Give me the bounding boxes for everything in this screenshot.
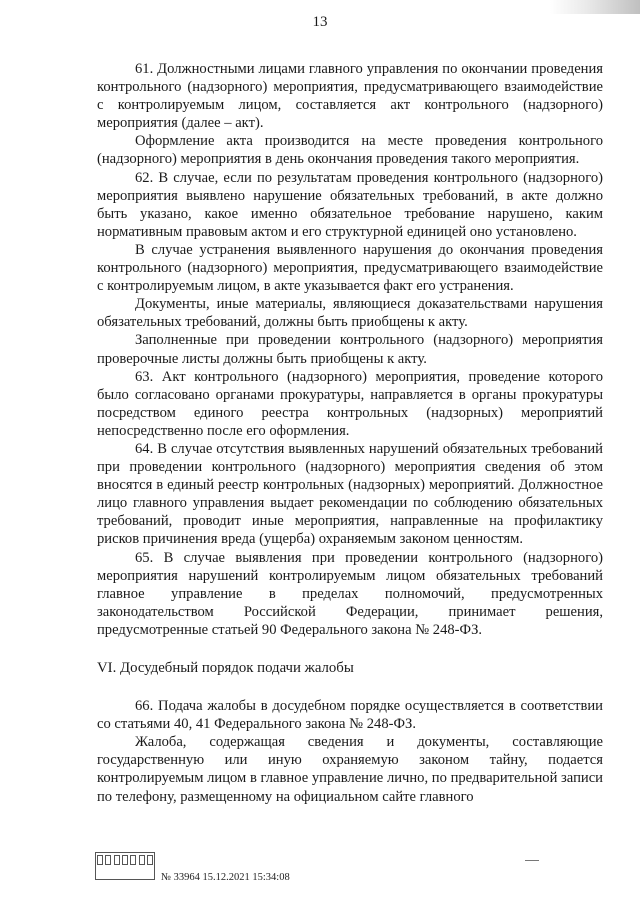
paragraph-63: 63. Акт контрольного (надзорного) мероприятия, проведение которого было согласовано органами прокуратуры, направляется в органы прокуратуры посредством единого реестра контрольных (надзорных) мероприятий непосредственно после его оформления. — [97, 368, 603, 439]
page-footer — [95, 850, 515, 890]
registry-stamp-icon — [95, 852, 155, 880]
scan-edge-artifact — [550, 0, 640, 14]
paragraph-62: 62. В случае, если по результатам проведения контрольного (надзорного) мероприятия выявлено нарушение обязательных требований, в акте должно быть указано, какое именно обязательное требование нарушено, каким нормативным правовым актом и его структурной единицей оно установлено. — [97, 169, 603, 240]
section-heading: VI. Досудебный порядок подачи жалобы — [97, 660, 354, 676]
paragraph-62-elimination: В случае устранения выявленного нарушения до окончания проведения контрольного (надзорного) мероприятия, предусматривающего взаимодействие с контролируемым лицом, в акте указывается факт его устранения. — [97, 241, 603, 295]
scan-mark — [525, 860, 539, 861]
paragraph-64: 64. В случае отсутствия выявленных нарушений обязательных требований при проведении контрольного (надзорного) мероприятия сведения об этом вносятся в единый реестр контрольных (надзорных) мероприятий. Должностное лицо главного управления выдает рекомендации по соблюдению обязательных требований, проводит иные мероприятия, направленные на профилактику рисков причинения вреда (ущерба) охраняемым законом ценностям. — [97, 440, 603, 548]
paragraph-61-act-execution: Оформление акта производится на месте проведения контрольного (надзорного) мероприятия в день окончания проведения такого мероприятия. — [97, 133, 603, 168]
paragraph-62-documents: Документы, иные материалы, являющиеся доказательствами нарушения обязательных требований, должны быть приобщены к акту. — [97, 296, 603, 331]
paragraph-66-complaint: Жалоба, содержащая сведения и документы, составляющие государственную или иную охраняемую законом тайну, подается контролируемым лицом в главное управление лично, по предварительной записи по телефону, размещенному на официальном сайте главного — [97, 734, 603, 805]
document-registration-id: № 33964 15.12.2021 15:34:08 — [161, 872, 290, 883]
paragraph-62-checklists: Заполненные при проведении контрольного (надзорного) мероприятия проверочные листы должны быть приобщены к акту. — [97, 332, 603, 367]
paragraph-61: 61. Должностными лицами главного управления по окончании проведения контрольного (надзорного) мероприятия, предусматривающего взаимодействие с контролируемым лицом, составляется акт контрольного (надзорного) мероприятия (далее – акт). — [97, 61, 603, 132]
page-number: 13 — [312, 14, 328, 30]
document-body — [97, 60, 603, 806]
paragraph-65: 65. В случае выявления при проведении контрольного (надзорного) мероприятия нарушений контролируемым лицом обязательных требований главное управление в пределах полномочий, предусмотренных законодательством Российской Федерации, принимает решения, предусмотренные статьей 90 Федерального закона № 248-ФЗ. — [97, 549, 603, 638]
paragraph-66: 66. Подача жалобы в досудебном порядке осуществляется в соответствии со статьями 40, 41 Федерального закона № 248-ФЗ. — [97, 698, 603, 733]
